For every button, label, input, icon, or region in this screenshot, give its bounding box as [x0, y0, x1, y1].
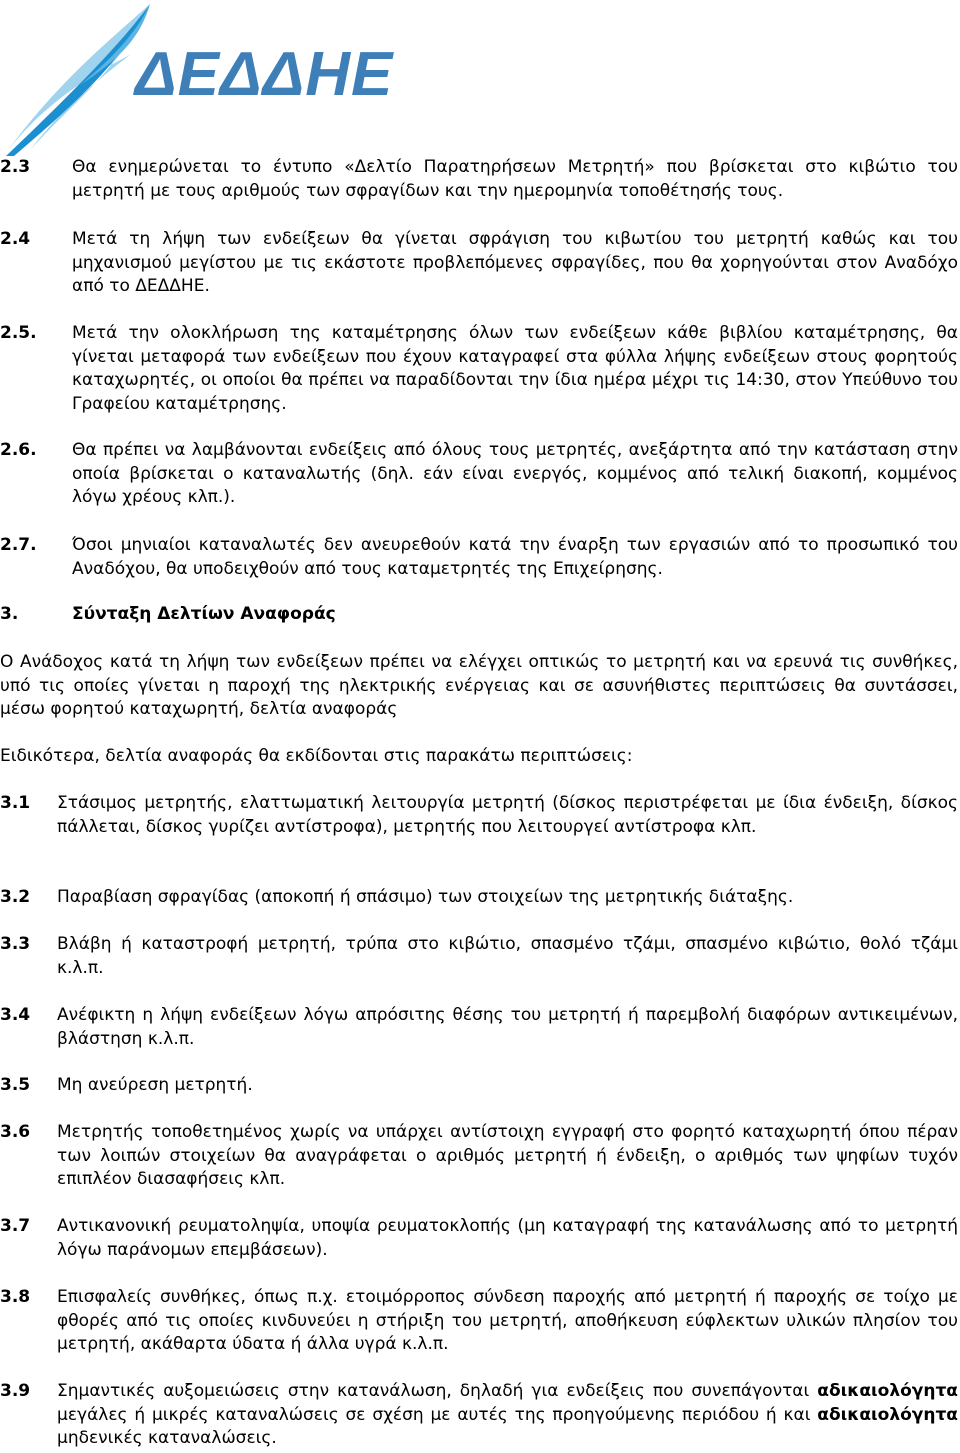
- text-run: μεγάλες ή μικρές καταναλώσεις σε σχέση με αυτές της προηγούμενης περιόδου: [57, 1404, 760, 1425]
- section-lead: Ειδικότερα, δελτία αναφοράς θα εκδίδονται στις παρακάτω περιπτώσεις:: [0, 746, 633, 766]
- item-text: Μη ανεύρεση μετρητή.: [57, 1075, 253, 1095]
- item-text: Μετά τη λήψη των ενδείξεων θα γίνεται σφράγιση του κιβωτίου του μετρητή καθώς και του μηχανισμού μεγίστου με τις εκάστοτε προβλεπόμενες σφραγίδες, που θα χορηγούνται στον Αναδόχο από το ΔΕΔΔΗΕ.: [72, 229, 958, 297]
- item-text: Βλάβη ή καταστροφή μετρητή, τρύπα στο κιβώτιο, σπασμένο τζάμι, σπασμένο κιβώτιο, θολό τζάμι κ.λ.π.: [57, 934, 958, 978]
- item-text: Παραβίαση σφραγίδας (αποκοπή ή σπάσιμο) των στοιχείων της μετρητικής διάταξης.: [57, 887, 794, 907]
- item-text: Επισφαλείς συνθήκες, όπως π.χ. ετοιμόρροπος σύνδεση παροχής από μετρητή ή παροχής σε τοίχο με φθορές από τις οποίες κινδυνεύει η στήριξη του μετρητή, αποθήκευση εύφλεκτων υλικών πλησίον του μετρητή, ακάθαρτα ύδατα ή άλλα υγρά κ.λ.π.: [57, 1287, 958, 1355]
- item-number: 2.5.: [0, 323, 37, 343]
- list-item-3-1: [0, 792, 958, 839]
- list-item-3-6: [0, 1121, 958, 1192]
- list-item-3-3: [0, 933, 958, 980]
- text-run: Σημαντικές αυξομειώσεις στην κατανάλωση, δηλαδή για ενδείξεις που συνεπάγονται: [57, 1381, 818, 1401]
- item-text: Μετά την ολοκλήρωση της καταμέτρησης όλων των ενδείξεων κάθε βιβλίου καταμέτρησης, θα γίνεται μεταφορά των ενδείξεων που έχουν καταγραφεί στα φύλλα λήψης ενδείξεων στους φορητούς καταχωρητές, οι οποίοι θα πρέπει να παραδίδονται την ίδια ημέρα μέχρι τις 14:30, στον Υπεύθυνο του Γραφείου καταμέτρησης.: [72, 323, 958, 415]
- item-number: 2.3: [0, 157, 31, 177]
- text-run: ή και: [759, 1404, 818, 1425]
- list-item-2-6: [0, 439, 958, 510]
- list-item-2-5: [0, 322, 958, 417]
- item-number: 3.3: [0, 934, 31, 954]
- list-item-2-3: [0, 156, 958, 203]
- section-intro: Ο Ανάδοχος κατά τη λήψη των ενδείξεων πρέπει να ελέγχει οπτικώς το μετρητή και να ερευνά τις συνθήκες, υπό τις οποίες γίνεται η παροχή της ηλεκτρικής ενέργειας και σε ασυνήθιστες περιπτώσεις θα συντάσσει, μέσω φορητού καταχωρητή, δελτία αναφοράς: [0, 652, 958, 720]
- section-title: Σύνταξη Δελτίων Αναφοράς: [72, 604, 336, 624]
- item-number: 2.4: [0, 229, 31, 249]
- item-number: 3.2: [0, 887, 31, 907]
- list-item-3-9: [0, 1380, 958, 1451]
- item-text: [57, 1380, 958, 1451]
- item-number: 3.7: [0, 1216, 31, 1236]
- text-run-bold: αδικαιολόγητα: [817, 1404, 958, 1425]
- dedde-logo: [0, 0, 420, 158]
- item-number: 3.9: [0, 1381, 31, 1401]
- item-text: Μετρητής τοποθετημένος χωρίς να υπάρχει αντίστοιχη εγγραφή στο φορητό καταχωρητή όπου πέραν των λοιπών στοιχείων θα αναγράφεται ο αριθμός μετρητή ή ένδειξη, ο αριθμός των ψηφίων τυχόν επιπλέον διασαφήσεις κλπ.: [57, 1122, 958, 1190]
- item-number: 3.8: [0, 1287, 31, 1307]
- item-text: Θα πρέπει να λαμβάνονται ενδείξεις από όλους τους μετρητές, ανεξάρτητα από την κατάσταση στην οποία βρίσκεται ο καταναλωτής (δηλ. εάν είναι ενεργός, κομμένος από τελική διακοπή, κομμένος λόγω χρέους κλπ.).: [72, 440, 958, 508]
- item-text: Ανέφικτη η λήψη ενδείξεων λόγω απρόσιτης θέσης του μετρητή ή παρεμβολή διαφόρων αντικειμένων, βλάστηση κ.λ.π.: [57, 1005, 958, 1049]
- logo-text: ΔΕΔΔΗΕ: [135, 40, 394, 109]
- section-heading: [0, 603, 336, 627]
- item-number: 2.7.: [0, 535, 37, 555]
- list-item-3-5: [0, 1074, 958, 1098]
- item-number: 3.4: [0, 1005, 31, 1025]
- text-run: μηδενικές καταναλώσεις.: [57, 1428, 277, 1449]
- item-text: Στάσιμος μετρητής, ελαττωματική λειτουργία μετρητή (δίσκος περιστρέφεται με ίδια ένδειξη, δίσκος πάλλεται, δίσκος γυρίζει αντίστροφα), μετρητής που λειτουργεί αντίστροφα κλπ.: [57, 793, 958, 837]
- list-item-3-7: [0, 1215, 958, 1262]
- list-item-3-4: [0, 1004, 958, 1051]
- text-run-bold: αδικαιολόγητα: [817, 1381, 958, 1401]
- list-item-2-7: [0, 534, 958, 581]
- item-number: 2.6.: [0, 440, 37, 460]
- section-number: 3.: [0, 604, 19, 624]
- list-item-2-4: [0, 228, 958, 299]
- item-number: 3.6: [0, 1122, 31, 1142]
- item-number: 3.5: [0, 1075, 31, 1095]
- item-number: 3.1: [0, 793, 31, 813]
- item-text: Όσοι μηνιαίοι καταναλωτές δεν ανευρεθούν κατά την έναρξη των εργασιών από το προσωπικό του Αναδόχου, θα υποδειχθούν από τους καταμετρητές της Επιχείρησης.: [72, 535, 958, 579]
- item-text: Θα ενημερώνεται το έντυπο «Δελτίο Παρατηρήσεων Μετρητή» που βρίσκεται στο κιβώτιο του μετρητή με τους αριθμούς των σφραγίδων και την ημερομηνία τοποθέτησής τους.: [72, 157, 958, 201]
- item-text: Αντικανονική ρευματοληψία, υποψία ρευματοκλοπής (μη καταγραφή της κατανάλωσης από το μετρητή λόγω παράνομων επεμβάσεων).: [57, 1216, 958, 1260]
- list-item-3-8: [0, 1286, 958, 1357]
- dedde-logo-graphic: [0, 0, 420, 158]
- list-item-3-2: [0, 886, 958, 910]
